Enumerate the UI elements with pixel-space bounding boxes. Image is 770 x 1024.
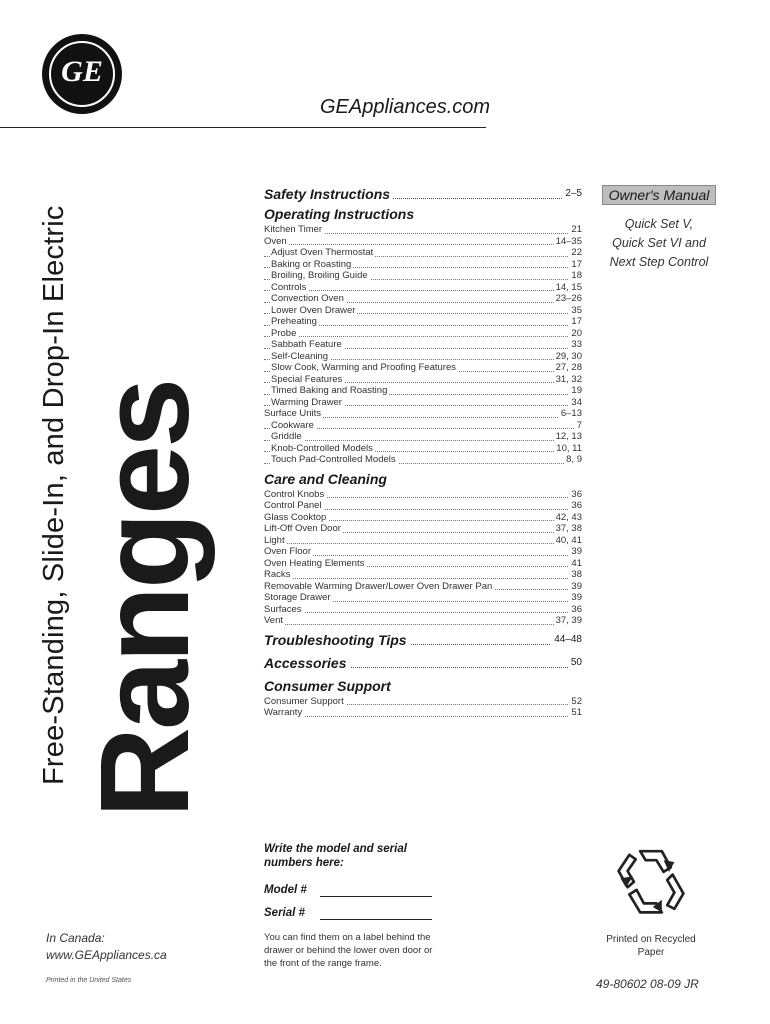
toc-entry-pages: 22 bbox=[571, 247, 582, 258]
table-of-contents bbox=[264, 184, 582, 719]
toc-entry-pages: 36 bbox=[571, 500, 582, 511]
owners-manual-block bbox=[593, 185, 725, 272]
toc-entry-pages: 8, 9 bbox=[566, 454, 582, 465]
toc-entry-label: Touch Pad-Controlled Models bbox=[271, 454, 396, 465]
toc-entry-pages: 6–13 bbox=[560, 408, 582, 419]
toc-section-care bbox=[264, 469, 582, 489]
toc-entry[interactable] bbox=[264, 696, 582, 708]
recycle-icon bbox=[606, 835, 696, 925]
toc-section-troubleshooting[interactable] bbox=[264, 630, 582, 650]
toc-entry-pages: 35 bbox=[571, 304, 582, 316]
publication-code: 49-80602 08-09 JR bbox=[596, 977, 699, 991]
recycled-paper-note: Printed on Recycled Paper bbox=[606, 934, 696, 958]
toc-entry[interactable] bbox=[264, 270, 582, 282]
toc-entry-label: Self-Cleaning bbox=[271, 350, 329, 362]
toc-entry-label: Racks bbox=[264, 569, 291, 580]
toc-entry-pages: 37, 38 bbox=[555, 523, 582, 534]
model-label: Model # bbox=[264, 884, 307, 896]
toc-entry-pages: 7 bbox=[576, 419, 582, 431]
model-write-line bbox=[320, 896, 432, 897]
toc-entry[interactable] bbox=[264, 615, 582, 627]
toc-entry-pages: 14, 15 bbox=[555, 281, 582, 293]
toc-entry[interactable] bbox=[264, 443, 582, 455]
toc-section-operating bbox=[264, 204, 582, 224]
logo-text: GE bbox=[61, 55, 103, 88]
toc-entry[interactable] bbox=[264, 431, 582, 443]
toc-entry-label: Kitchen Timer bbox=[264, 224, 323, 235]
toc-entry-pages: 31, 32 bbox=[555, 373, 582, 385]
toc-entry-label: Knob-Controlled Models bbox=[271, 442, 373, 454]
toc-entry[interactable] bbox=[264, 397, 582, 409]
toc-entry-pages: 52 bbox=[571, 695, 582, 707]
toc-section-pages: 44–48 bbox=[551, 630, 582, 650]
toc-entry-label: Slow Cook, Warming and Proofing Features bbox=[271, 362, 456, 373]
model-line: Quick Set V, bbox=[624, 217, 694, 231]
toc-entry-label: Warming Drawer bbox=[271, 396, 342, 408]
website-url: GEAppliances.com bbox=[320, 96, 491, 118]
toc-entry-pages: 40, 41 bbox=[555, 534, 582, 546]
toc-section-label: Accessories bbox=[264, 655, 350, 671]
toc-entry-label: Light bbox=[264, 534, 285, 546]
toc-entry-label: Storage Drawer bbox=[264, 592, 331, 603]
toc-entry-pages: 36 bbox=[571, 488, 582, 500]
toc-entry[interactable] bbox=[264, 558, 582, 570]
toc-entry-label: Vent bbox=[264, 615, 284, 626]
toc-entry-pages: 17 bbox=[571, 258, 582, 270]
toc-section-label: Troubleshooting Tips bbox=[264, 632, 410, 648]
toc-section-pages: 50 bbox=[568, 653, 582, 673]
canada-info bbox=[46, 930, 167, 964]
canada-website[interactable]: www.GEAppliances.ca bbox=[46, 948, 167, 962]
toc-entry[interactable] bbox=[264, 523, 582, 535]
toc-entry-label: Cookware bbox=[271, 419, 314, 431]
toc-entry[interactable] bbox=[264, 707, 582, 719]
toc-entry-label: Lower Oven Drawer bbox=[271, 304, 356, 316]
toc-entry[interactable] bbox=[264, 569, 582, 581]
toc-entry-label: Oven bbox=[264, 235, 287, 247]
toc-entry[interactable] bbox=[264, 282, 582, 294]
toc-entry[interactable] bbox=[264, 604, 582, 616]
toc-entry-label: Oven Heating Elements bbox=[264, 557, 365, 569]
toc-entry[interactable] bbox=[264, 305, 582, 317]
toc-section-label: Consumer Support bbox=[264, 678, 394, 694]
toc-entry-pages: 14–35 bbox=[555, 235, 582, 247]
toc-entry-label: Glass Cooktop bbox=[264, 511, 327, 523]
toc-entry[interactable] bbox=[264, 339, 582, 351]
toc-entry[interactable] bbox=[264, 316, 582, 328]
toc-entry-label: Warranty bbox=[264, 707, 303, 718]
toc-entry-pages: 38 bbox=[571, 569, 582, 580]
toc-entry[interactable] bbox=[264, 385, 582, 397]
toc-entry[interactable] bbox=[264, 328, 582, 340]
serial-label: Serial # bbox=[264, 907, 305, 919]
toc-section-label: Operating Instructions bbox=[264, 206, 417, 222]
toc-section-accessories[interactable] bbox=[264, 653, 582, 673]
toc-entry-label: Sabbath Feature bbox=[271, 339, 342, 350]
toc-entry-label: Griddle bbox=[271, 431, 302, 442]
toc-entry[interactable] bbox=[264, 351, 582, 363]
record-heading: Write the model and serial numbers here: bbox=[264, 843, 407, 869]
toc-entry[interactable] bbox=[264, 420, 582, 432]
toc-section-label: Safety Instructions bbox=[264, 186, 393, 202]
toc-entry-label: Removable Warming Drawer/Lower Oven Drawer Pan bbox=[264, 580, 493, 592]
toc-entry[interactable] bbox=[264, 500, 582, 512]
toc-section-consumer bbox=[264, 676, 582, 696]
ge-logo bbox=[42, 34, 122, 114]
toc-entry-pages: 20 bbox=[571, 327, 582, 339]
vertical-title: Free-Standing, Slide-In, and Drop-In Electric bbox=[38, 205, 70, 785]
toc-entry-pages: 42, 43 bbox=[555, 511, 582, 523]
toc-entry[interactable] bbox=[264, 259, 582, 271]
toc-entry-label: Convection Oven bbox=[271, 293, 344, 304]
toc-entry-label: Special Features bbox=[271, 373, 343, 385]
toc-entry-pages: 23–26 bbox=[555, 293, 582, 304]
toc-entry-pages: 17 bbox=[571, 316, 582, 327]
toc-entry[interactable] bbox=[264, 489, 582, 501]
toc-section-safety[interactable] bbox=[264, 184, 582, 204]
label-location-text: You can find them on a label behind the drawer or behind the lower oven door or the front of the range frame. bbox=[264, 932, 433, 969]
canada-label: In Canada: bbox=[46, 931, 105, 945]
toc-entry[interactable] bbox=[264, 512, 582, 524]
model-number-field[interactable] bbox=[264, 884, 307, 896]
toc-entry-pages: 34 bbox=[571, 396, 582, 408]
toc-entry-label: Consumer Support bbox=[264, 695, 344, 707]
toc-entry[interactable] bbox=[264, 247, 582, 259]
toc-entry-pages: 27, 28 bbox=[555, 362, 582, 373]
toc-entry-label: Preheating bbox=[271, 316, 317, 327]
ranges-title: Ranges bbox=[74, 380, 215, 818]
toc-entry-pages: 18 bbox=[571, 270, 582, 281]
toc-entry-pages: 39 bbox=[571, 580, 582, 592]
toc-entry-pages: 33 bbox=[571, 339, 582, 350]
toc-entry-label: Oven Floor bbox=[264, 546, 311, 557]
toc-entry-label: Probe bbox=[271, 327, 297, 339]
toc-entry[interactable] bbox=[264, 362, 582, 374]
toc-entry-label: Surface Units bbox=[264, 408, 322, 419]
toc-entry-pages: 41 bbox=[571, 557, 582, 569]
toc-section-pages: 2–5 bbox=[562, 184, 582, 204]
toc-entry-label: Surfaces bbox=[264, 603, 302, 615]
toc-entry-label: Controls bbox=[271, 281, 307, 293]
toc-entry[interactable] bbox=[264, 581, 582, 593]
toc-entry[interactable] bbox=[264, 293, 582, 305]
serial-number-field[interactable] bbox=[264, 907, 305, 919]
serial-write-line bbox=[320, 919, 432, 920]
toc-entry-pages: 10, 11 bbox=[556, 442, 582, 454]
toc-entry[interactable] bbox=[264, 546, 582, 558]
toc-entry-pages: 36 bbox=[571, 603, 582, 615]
toc-entry-pages: 37, 39 bbox=[555, 615, 582, 626]
toc-entry[interactable] bbox=[264, 236, 582, 248]
toc-entry[interactable] bbox=[264, 592, 582, 604]
toc-entry-pages: 19 bbox=[571, 385, 582, 396]
owners-manual-badge: Owner's Manual bbox=[602, 185, 717, 205]
toc-entry-label: Broiling, Broiling Guide bbox=[271, 270, 368, 281]
toc-entry[interactable] bbox=[264, 454, 582, 466]
model-line: Quick Set VI and bbox=[612, 236, 706, 250]
toc-entry-label: Adjust Oven Thermostat bbox=[271, 247, 374, 258]
toc-entry[interactable] bbox=[264, 374, 582, 386]
toc-entry-pages: 39 bbox=[571, 592, 582, 603]
toc-entry-pages: 12, 13 bbox=[555, 431, 582, 442]
printed-in-us: Printed in the United States bbox=[46, 977, 132, 984]
toc-entry-pages: 39 bbox=[571, 546, 582, 557]
toc-entry[interactable] bbox=[264, 535, 582, 547]
toc-entry-pages: 29, 30 bbox=[555, 350, 582, 362]
toc-section-label: Care and Cleaning bbox=[264, 471, 390, 487]
model-line: Next Step Control bbox=[609, 255, 709, 269]
toc-entry-label: Control Knobs bbox=[264, 488, 325, 500]
toc-entry[interactable] bbox=[264, 408, 582, 420]
toc-entry-pages: 21 bbox=[571, 224, 582, 235]
toc-entry[interactable] bbox=[264, 224, 582, 236]
toc-entry-label: Baking or Roasting bbox=[271, 258, 352, 270]
header-divider bbox=[0, 127, 486, 128]
toc-entry-label: Control Panel bbox=[264, 500, 322, 511]
toc-entry-label: Timed Baking and Roasting bbox=[271, 385, 388, 396]
toc-entry-pages: 51 bbox=[571, 707, 582, 718]
toc-entry-label: Lift-Off Oven Door bbox=[264, 523, 341, 534]
